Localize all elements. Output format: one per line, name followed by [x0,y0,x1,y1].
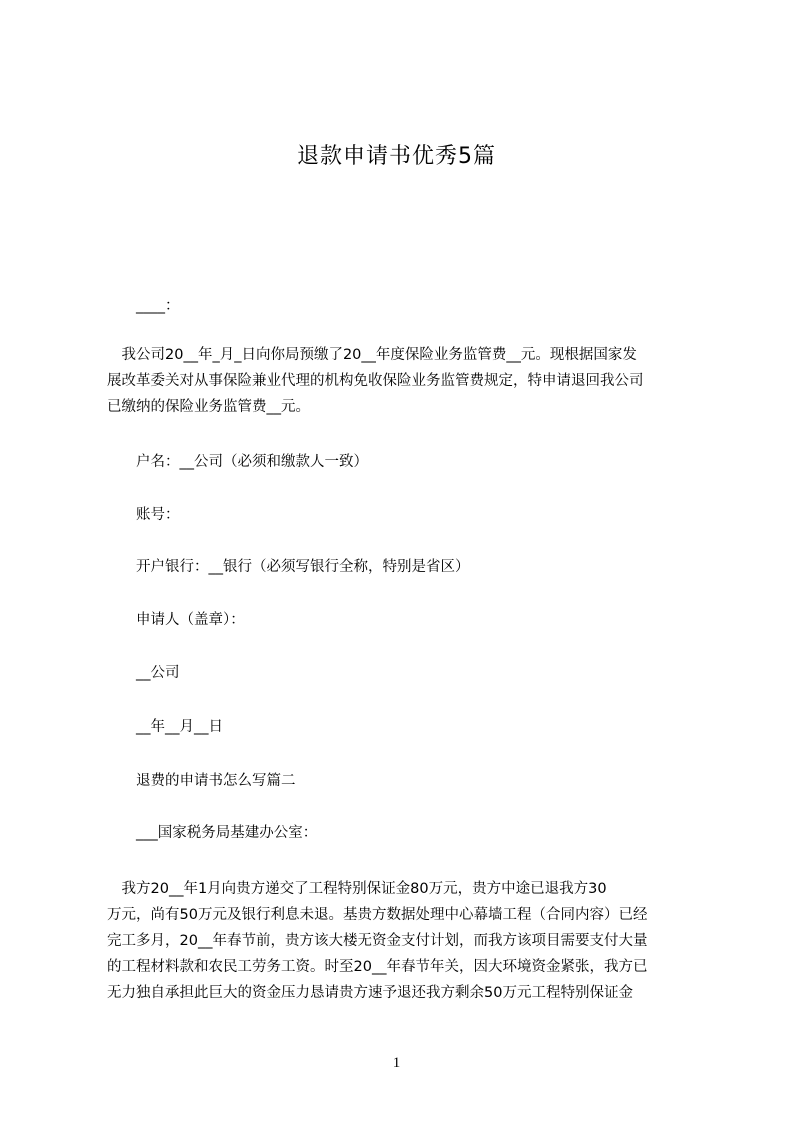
section-2-salutation: ___国家税务局基建办公室： [136,825,318,841]
bank-name: 开户银行：__银行（必须写银行全称，特别是省区） [136,559,470,575]
paragraph-line: 我方20__年1月向贵方递交了工程特别保证金80万元，贵方中途已退我方30 [107,881,607,897]
page-number: 1 [392,1055,401,1071]
document-title: 退款申请书优秀5篇 [297,144,496,169]
salutation: ____： [136,298,180,314]
section-2-title: 退费的申请书怎么写篇二 [136,773,296,789]
paragraph-line: 展改革委关对从事保险兼业代理的机构免收保险业务监管费规定，特申请退回我公司 [107,373,644,389]
company-name: __公司 [136,665,180,681]
paragraph-line: 的工程材料款和农民工劳务工资。时至20__年春节年关，因大环境资金紧张，我方已 [107,959,648,975]
paragraph-line: 我公司20__年_月_日向你局预缴了20__年度保险业务监管费__元。现根据国家发 [107,347,637,363]
paragraph-line: 万元，尚有50万元及银行利息未退。基贵方数据处理中心幕墙工程（合同内容）已经 [107,907,648,923]
account-name: 户名：__公司（必须和缴款人一致） [136,454,368,470]
paragraph-2 [107,876,697,1006]
account-number: 账号： [136,507,180,523]
date-line: __年__月__日 [136,719,223,735]
paragraph-line: 已缴纳的保险业务监管费__元。 [107,399,310,415]
applicant-label: 申请人（盖章）： [136,612,245,628]
paragraph-line: 无力独自承担此巨大的资金压力恳请贵方速予退还我方剩余50万元工程特别保证金 [107,985,633,1001]
paragraph-1 [107,342,697,420]
paragraph-line: 完工多月，20__年春节前，贵方该大楼无资金支付计划，而我方该项目需要支付大量 [107,933,648,949]
